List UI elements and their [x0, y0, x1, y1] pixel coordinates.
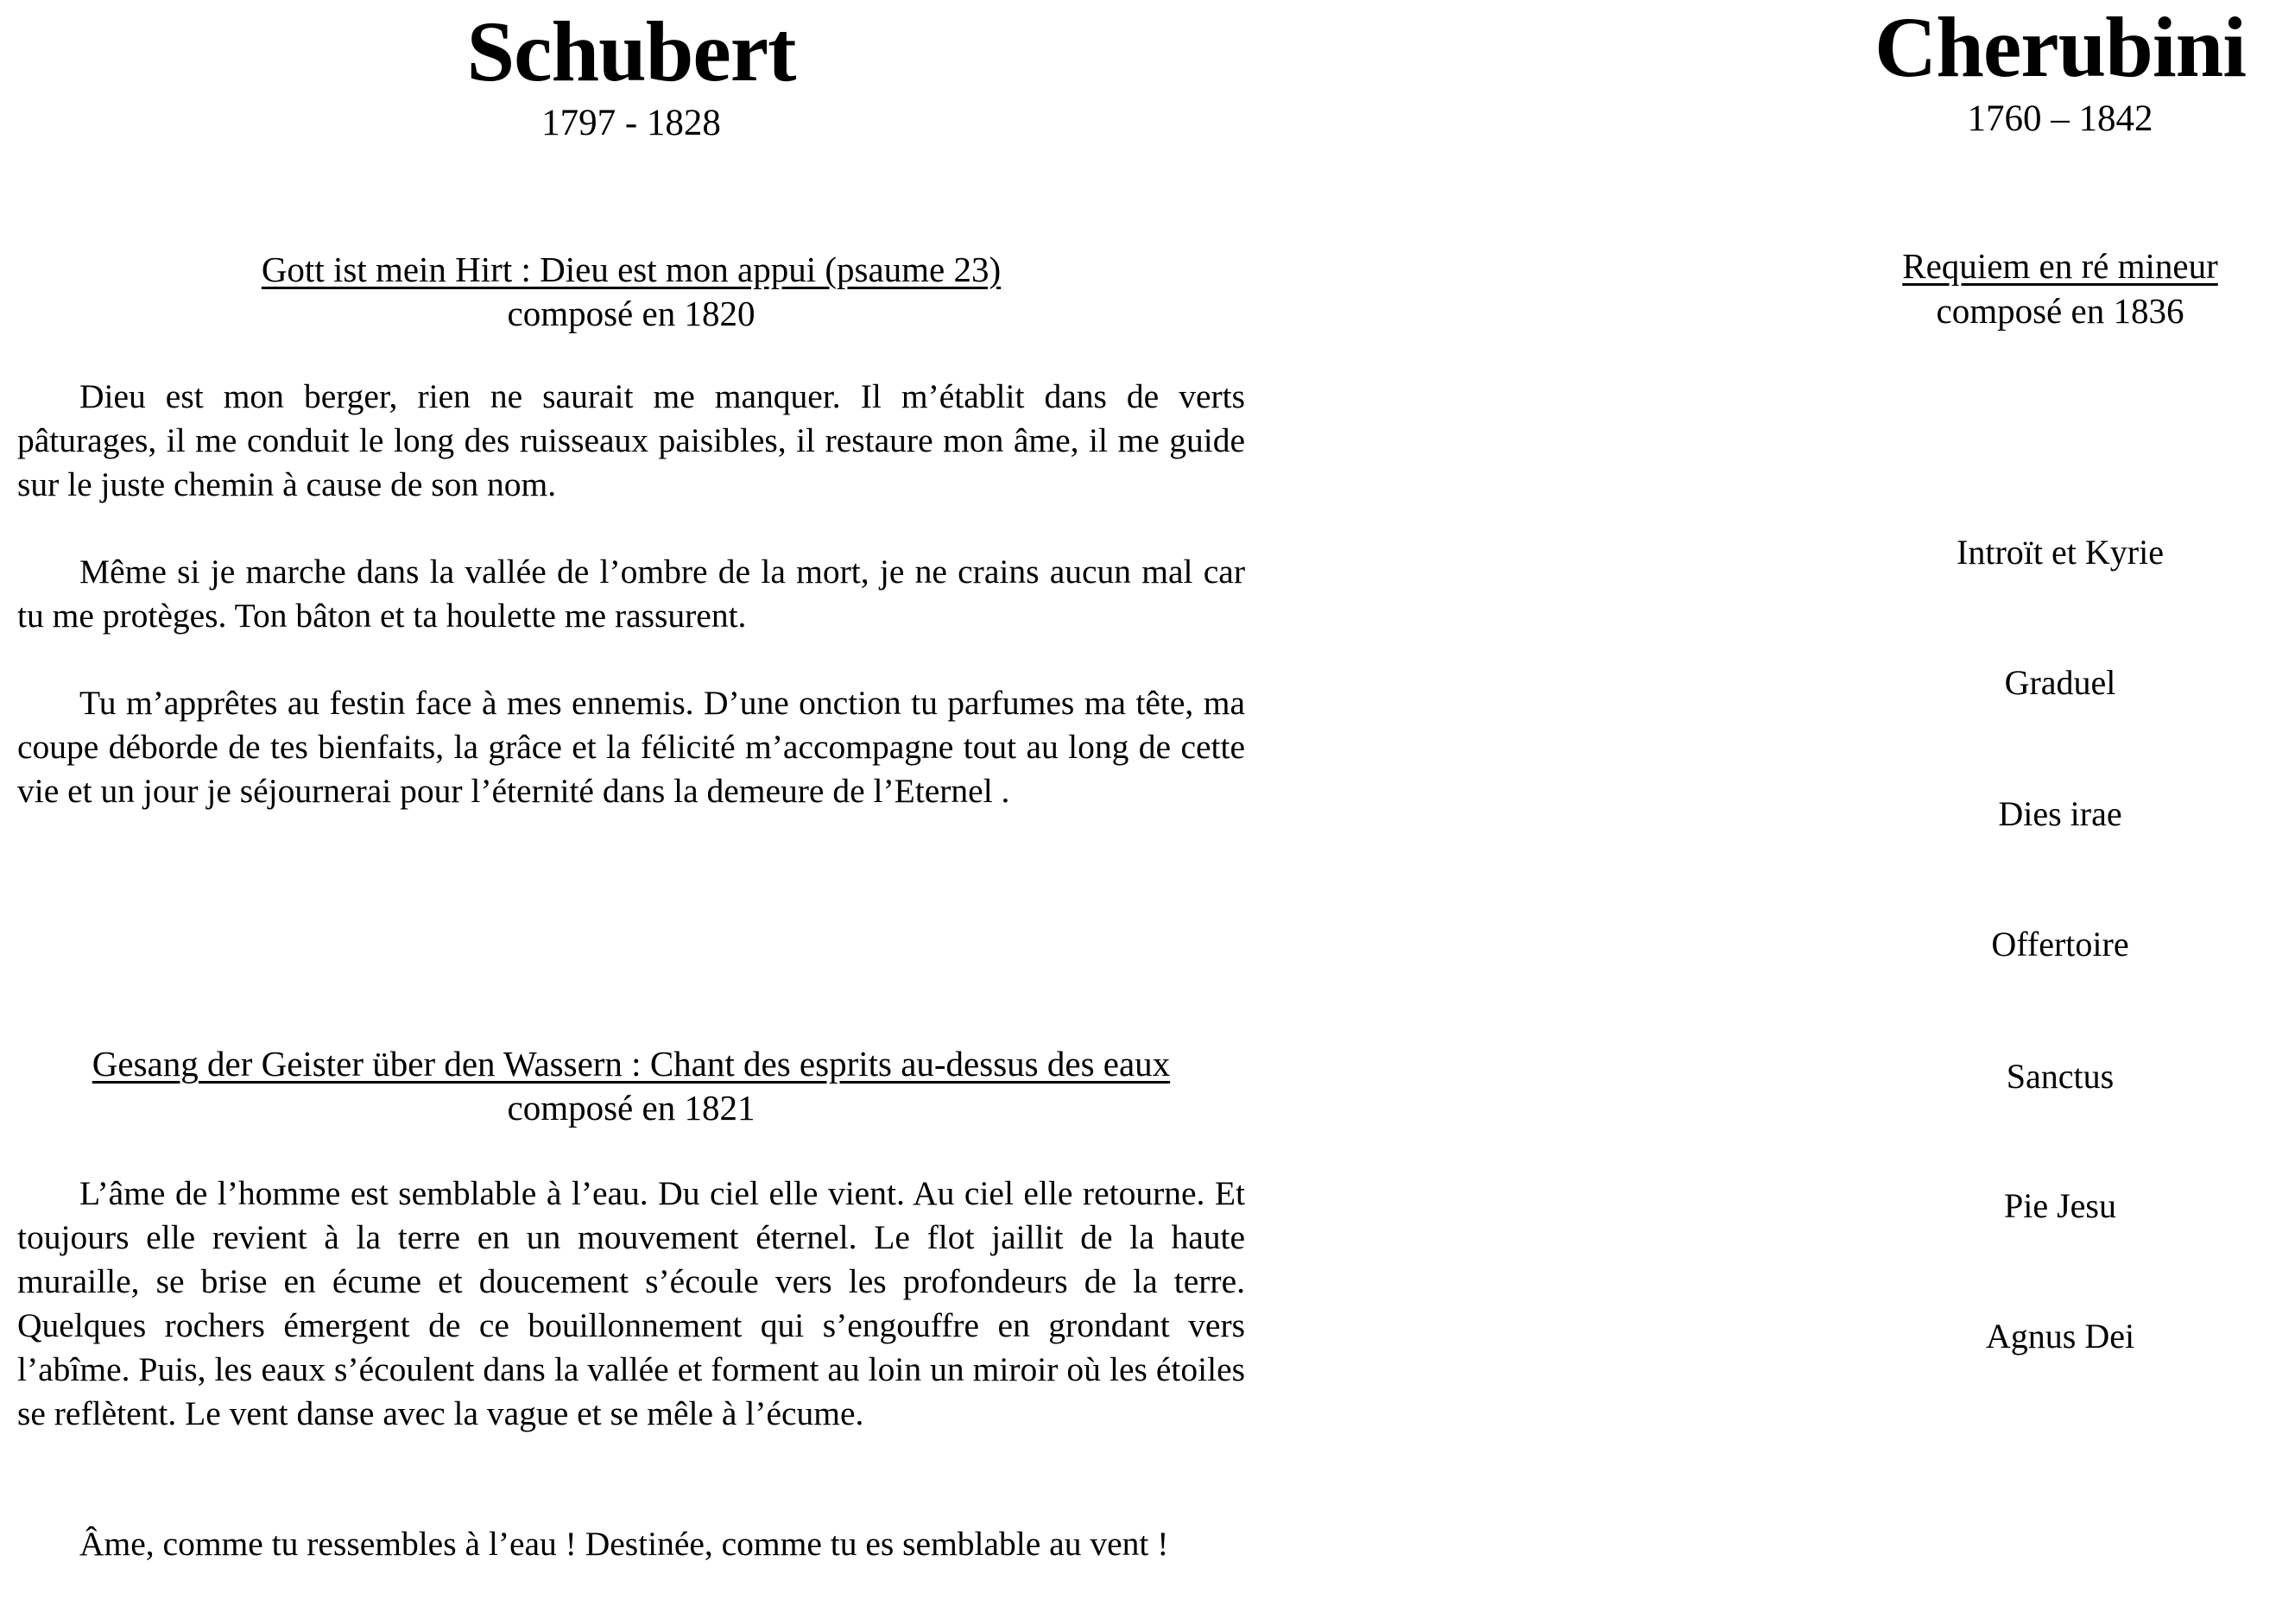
movement-item: Introït et Kyrie	[1957, 533, 2164, 572]
work-title-text: Gott ist mein Hirt : Dieu est mon appui (psaume 23)	[261, 250, 1002, 289]
work-title-text: Gesang der Geister über den Wassern : Chant des esprits au-dessus des eaux	[92, 1044, 1171, 1084]
movement-item: Pie Jesu	[2004, 1186, 2116, 1225]
paragraph: Âme, comme tu ressembles à l’eau ! Destinée, comme tu es semblable au vent !	[79, 1525, 1169, 1563]
work-title	[1839, 244, 2281, 288]
composer-dates: 1797 - 1828	[541, 103, 721, 143]
movement-item: Graduel	[2004, 663, 2116, 702]
movement-item: Agnus Dei	[1985, 1317, 2135, 1355]
paragraph: L’âme de l’homme est semblable à l’eau. Du ciel elle vient. Au ciel elle retourne. Et toujours elle revient à la terre en un mouvement éternel. Le flot jaillit de la haute muraille, se brise en écume et doucement s’écoule vers les profondeurs de la terre. Quelques rochers émergent de ce bouillonnement qui s’engouffre en grondant vers l’abîme. Puis, les eaux s’écoulent dans la vallée et forment au loin un miroir où les étoiles se reflètent. Le vent danse avec la vague et se mêle à l’écume.	[17, 1174, 1245, 1432]
work-title	[17, 1042, 1245, 1085]
paragraph: Dieu est mon berger, rien ne saurait me manquer. Il m’établit dans de verts pâturages, il me conduit le long des ruisseaux paisibles, il restaure mon âme, il me guide sur le juste chemin à cause de son nom.	[17, 377, 1245, 503]
movement-item: Dies irae	[1998, 794, 2122, 833]
work-title	[17, 248, 1245, 291]
composer-name: Cherubini	[1874, 0, 2246, 95]
movement-item: Sanctus	[2006, 1057, 2115, 1096]
work-composed-date: composé en 1821	[507, 1088, 756, 1128]
work-title-text: Requiem en ré mineur	[1902, 246, 2218, 286]
work-composed-date: composé en 1836	[1936, 291, 2184, 331]
work-composed-date: composé en 1820	[507, 294, 756, 333]
movement-item: Offertoire	[1991, 925, 2129, 964]
paragraph: Tu m’apprêtes au festin face à mes ennemis. D’une onction tu parfumes ma tête, ma coupe déborde de tes bienfaits, la grâce et la félicité m’accompagne tout au long de cette vie et un jour je séjournerai pour l’éternité dans la demeure de l’Eternel .	[17, 684, 1245, 810]
composer-name: Schubert	[466, 3, 796, 99]
paragraph: Même si je marche dans la vallée de l’ombre de la mort, je ne crains aucun mal car tu me protèges. Ton bâton et ta houlette me rassurent.	[17, 553, 1245, 635]
composer-dates: 1760 – 1842	[1967, 98, 2153, 139]
